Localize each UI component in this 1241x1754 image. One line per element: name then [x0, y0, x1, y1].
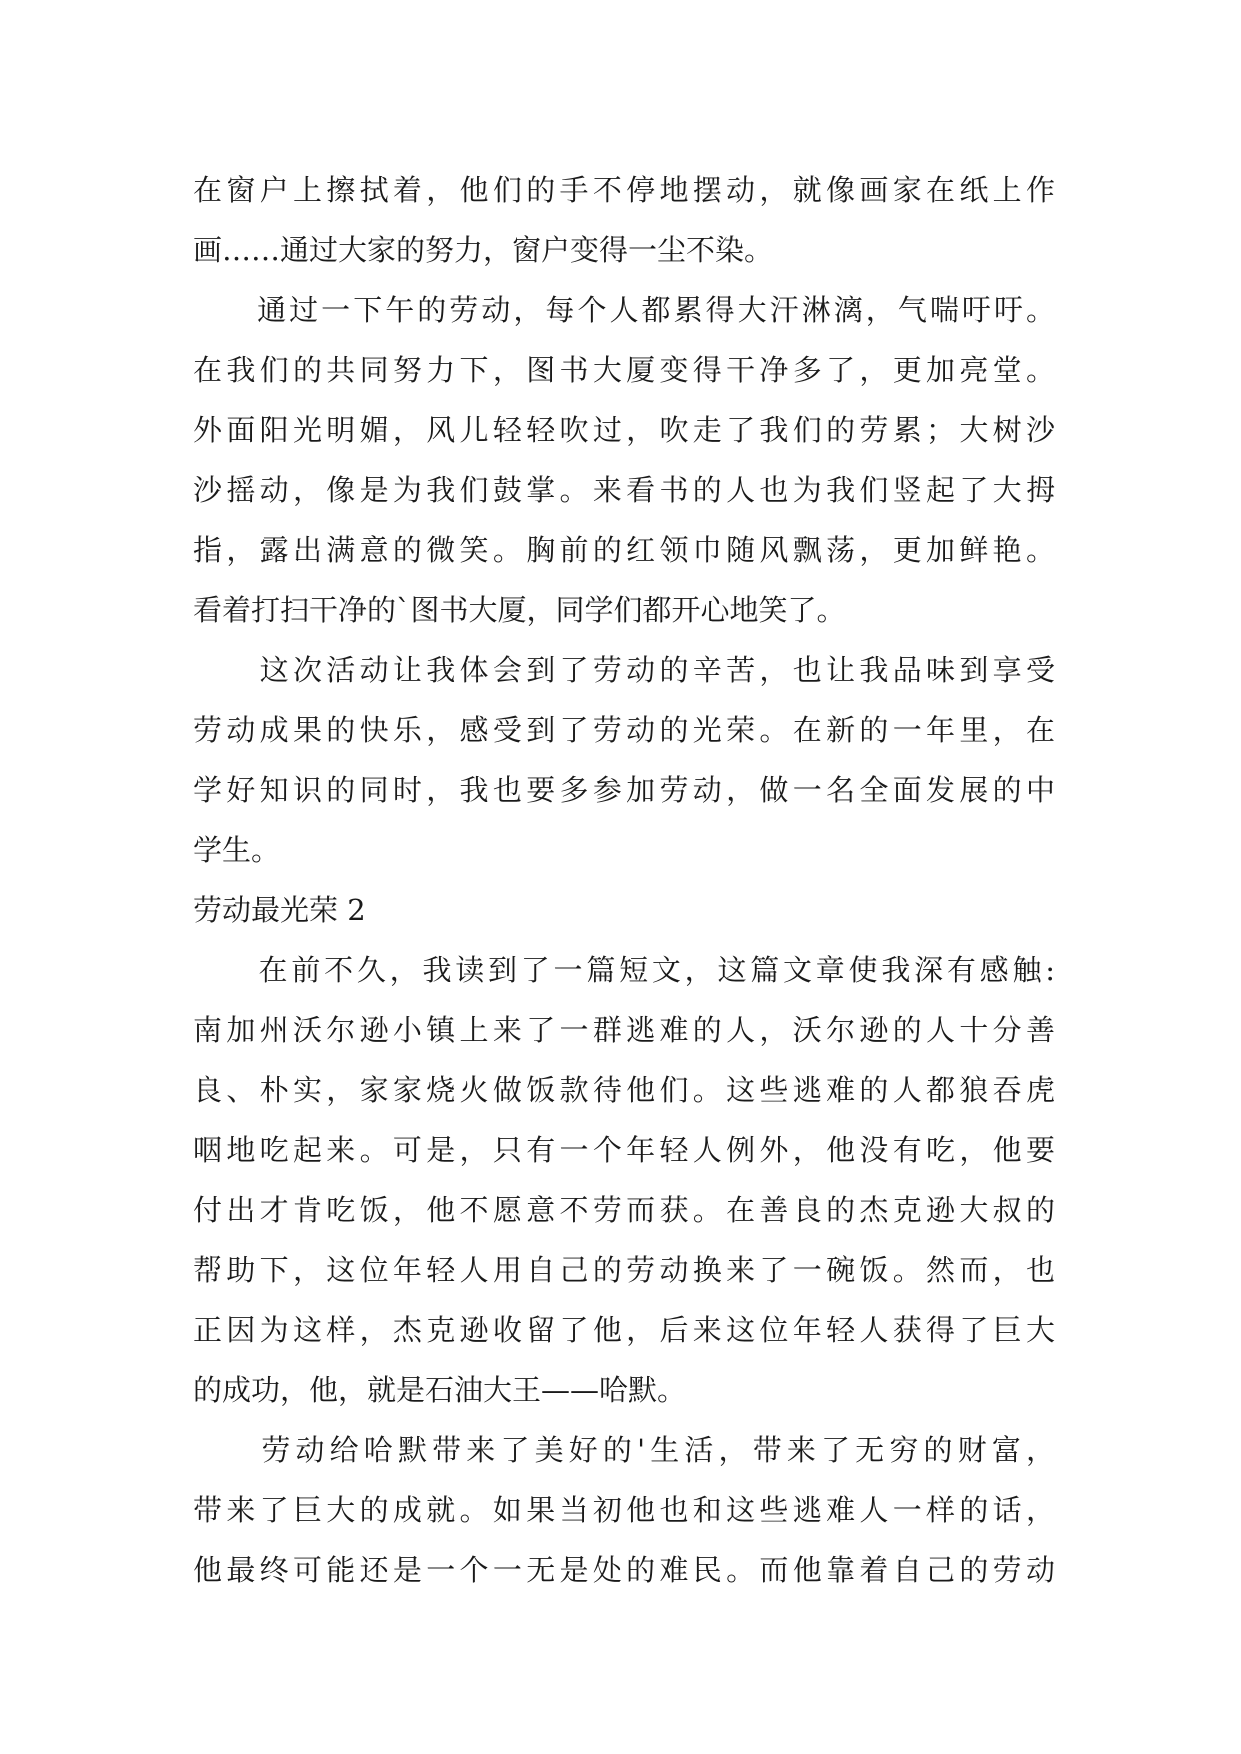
text-line: 他最终可能还是一个一无是处的难民。而他靠着自己的劳动	[193, 1553, 1055, 1587]
section-heading: 劳动最光荣 2	[193, 893, 366, 927]
text-line: 学好知识的同时，我也要多参加劳动，做一名全面发展的中	[193, 773, 1055, 807]
text-line: 画……通过大家的努力，窗户变得一尘不染。	[193, 233, 774, 267]
text-line: 外面阳光明媚，风儿轻轻吹过，吹走了我们的劳累；大树沙	[193, 413, 1055, 447]
text-line: 劳动成果的快乐，感受到了劳动的光荣。在新的一年里，在	[193, 713, 1055, 747]
text-line: 付出才肯吃饭，他不愿意不劳而获。在善良的杰克逊大叔的	[193, 1193, 1055, 1227]
text-line: 学生。	[193, 833, 281, 867]
text-line: 指，露出满意的微笑。胸前的红领巾随风飘荡，更加鲜艳。	[193, 533, 1055, 567]
paragraph-start-line: 劳动给哈默带来了美好的'生活，带来了无穷的财富，	[193, 1433, 1055, 1467]
text-line: 看着打扫干净的`图书大厦，同学们都开心地笑了。	[193, 593, 846, 627]
text-line: 的成功，他，就是石油大王——哈默。	[193, 1373, 687, 1407]
text-line: 正因为这样，杰克逊收留了他，后来这位年轻人获得了巨大	[193, 1313, 1055, 1347]
text-line: 在我们的共同努力下，图书大厦变得干净多了，更加亮堂。	[193, 353, 1055, 387]
text-line: 在窗户上擦拭着，他们的手不停地摆动，就像画家在纸上作	[193, 173, 1055, 207]
paragraph-start-line: 通过一下午的劳动，每个人都累得大汗淋漓，气喘吁吁。	[193, 293, 1055, 327]
paragraph-start-line: 这次活动让我体会到了劳动的辛苦，也让我品味到享受	[193, 653, 1055, 687]
text-line: 良、朴实，家家烧火做饭款待他们。这些逃难的人都狼吞虎	[193, 1073, 1055, 1107]
text-line: 帮助下，这位年轻人用自己的劳动换来了一碗饭。然而，也	[193, 1253, 1055, 1287]
text-line: 咽地吃起来。可是，只有一个年轻人例外，他没有吃，他要	[193, 1133, 1055, 1167]
document-body	[193, 160, 1055, 1600]
text-line: 南加州沃尔逊小镇上来了一群逃难的人，沃尔逊的人十分善	[193, 1013, 1055, 1047]
paragraph-start-line: 在前不久，我读到了一篇短文，这篇文章使我深有感触:	[193, 953, 1055, 987]
text-line: 带来了巨大的成就。如果当初他也和这些逃难人一样的话，	[193, 1493, 1055, 1527]
text-line: 沙摇动，像是为我们鼓掌。来看书的人也为我们竖起了大拇	[193, 473, 1055, 507]
